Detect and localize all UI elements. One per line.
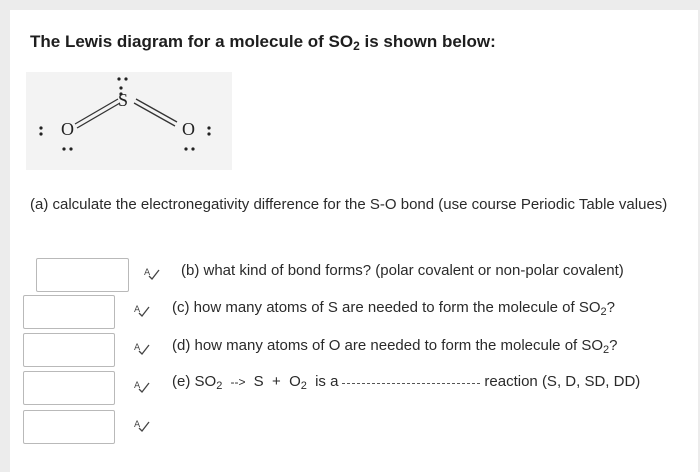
question-b bbox=[181, 262, 624, 279]
svg-text:A: A bbox=[134, 420, 141, 430]
atom-o-right: O bbox=[182, 119, 195, 139]
answer-input-d[interactable] bbox=[23, 333, 115, 367]
spellcheck-icon[interactable] bbox=[134, 379, 150, 393]
answer-input-b[interactable] bbox=[36, 258, 129, 292]
title-suffix: is shown below: bbox=[359, 32, 496, 51]
question-e-is-a: is a bbox=[315, 373, 339, 390]
question-c bbox=[172, 299, 615, 318]
spellcheck-icon[interactable] bbox=[144, 266, 160, 280]
lewis-diagram bbox=[26, 72, 232, 170]
svg-text:A: A bbox=[134, 305, 141, 315]
title-text: The Lewis diagram for a molecule of SO bbox=[30, 32, 354, 51]
question-e bbox=[172, 373, 640, 392]
question-e-subscript-2: 2 bbox=[300, 380, 307, 392]
atom-s: S bbox=[118, 90, 129, 110]
question-b-text: (b) what kind of bond forms? (polar covalent or non-polar covalent) bbox=[181, 262, 624, 279]
answer-input-c[interactable] bbox=[23, 295, 115, 329]
question-e-subscript-1: 2 bbox=[216, 380, 223, 392]
question-d bbox=[172, 337, 618, 356]
question-e-arrow: --> bbox=[230, 375, 246, 389]
spellcheck-icon[interactable] bbox=[134, 418, 150, 432]
svg-text:A: A bbox=[134, 381, 141, 391]
question-d-subscript: 2 bbox=[603, 344, 610, 356]
question-e-products: S + O bbox=[253, 373, 301, 390]
question-d-suffix: ? bbox=[609, 337, 618, 354]
part-a-question: (a) calculate the electronegativity difference for the S-O bond (use course Periodic Table values) bbox=[30, 196, 668, 213]
question-e-prefix: (e) SO bbox=[172, 373, 217, 390]
question-c-subscript: 2 bbox=[600, 306, 607, 318]
question-c-text: (c) how many atoms of S are needed to form the molecule of SO bbox=[172, 299, 601, 316]
question-e-suffix: reaction (S, D, SD, DD) bbox=[484, 373, 641, 390]
lewis-diagram-drawing bbox=[26, 72, 232, 170]
spellcheck-icon[interactable] bbox=[134, 303, 150, 317]
question-c-suffix: ? bbox=[606, 299, 616, 316]
svg-text:A: A bbox=[144, 268, 151, 278]
question-title bbox=[30, 32, 496, 53]
title-subscript: 2 bbox=[353, 39, 360, 53]
spellcheck-icon[interactable] bbox=[134, 341, 150, 355]
svg-text:A: A bbox=[134, 343, 141, 353]
answer-input-extra[interactable] bbox=[23, 410, 115, 444]
question-d-text: (d) how many atoms of O are needed to form the molecule of SO bbox=[172, 337, 604, 354]
atom-o-left: O bbox=[61, 119, 74, 139]
fill-blank-line bbox=[342, 383, 480, 384]
answer-input-e[interactable] bbox=[23, 371, 115, 405]
